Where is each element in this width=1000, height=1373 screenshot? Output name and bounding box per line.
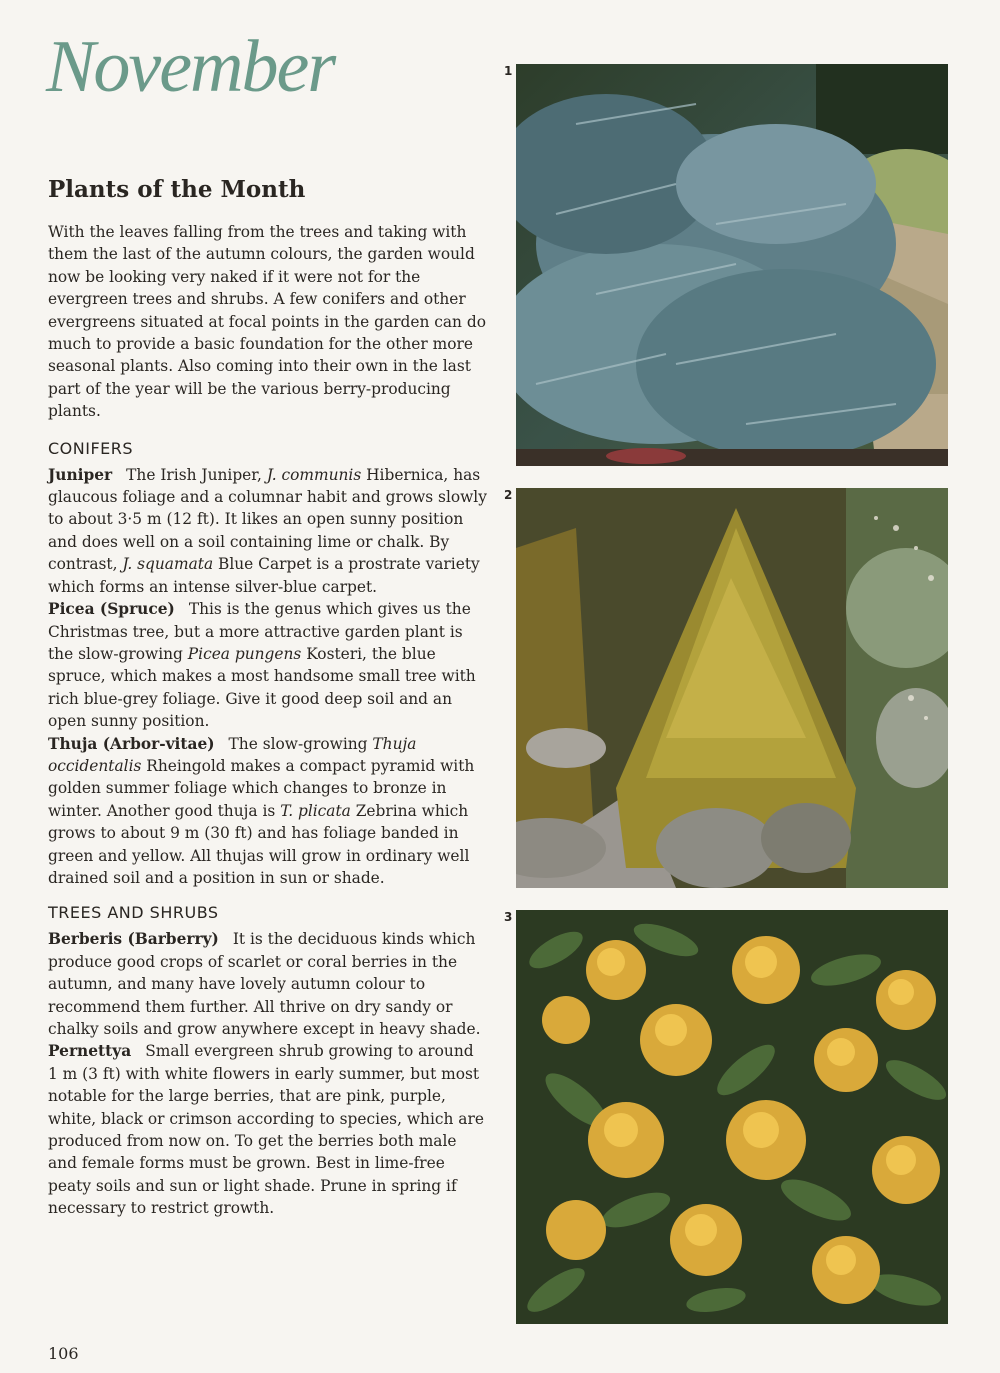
photo-3-number: 3 bbox=[504, 910, 513, 924]
thuja-text-2: Rheingold makes a compact pyramid with golden summer foliage which changes to bronze in winter. Another good thuja is bbox=[48, 756, 475, 820]
juniper-text-3: Blue Carpet is a prostrate variety which forms an intense silver-blue carpet. bbox=[48, 555, 480, 596]
photo-2-number: 2 bbox=[504, 488, 513, 502]
conifers-heading: CONIFERS bbox=[48, 438, 134, 458]
photo-yellow-berries bbox=[516, 910, 948, 1324]
thuja-italic-1: Thuja occidentalis bbox=[48, 734, 417, 775]
picea-text-2: Kosteri, the blue spruce, which makes a most handsome small tree with rich blue-grey foliage. Give it good deep soil and an open sunny position. bbox=[48, 644, 476, 731]
berberis-entry bbox=[48, 928, 488, 1040]
picea-entry bbox=[48, 598, 488, 732]
thuja-entry bbox=[48, 733, 488, 890]
picea-text-1: This is the genus which gives us the Christmas tree, but a more attractive garden plant is the slow-growing bbox=[48, 600, 471, 663]
berberis-term: Berberis (Barberry) bbox=[48, 930, 219, 949]
picea-term: Picea (Spruce) bbox=[48, 600, 175, 619]
juniper-italic-1: J. communis bbox=[266, 465, 362, 484]
juniper-entry bbox=[48, 464, 488, 598]
intro-paragraph: With the leaves falling from the trees and taking with them the last of the autumn colours, the garden would now be looking very naked if it were not for the evergreen trees and shrubs. A few conifers and other evergreens situated at focal points in the garden can do much to provide a basic foundation for the other more seasonal plants. Also coming into their own in the last part of the year will be the various berry-producing plants. bbox=[48, 223, 486, 421]
text-column bbox=[46, 26, 488, 1220]
thuja-italic-2: T. plicata bbox=[280, 801, 351, 820]
juniper-term: Juniper bbox=[48, 465, 113, 484]
photo-1-number: 1 bbox=[504, 64, 513, 78]
thuja-text-1: The slow-growing bbox=[228, 734, 373, 753]
thuja-term: Thuja (Arbor-vitae) bbox=[48, 734, 215, 753]
juniper-italic-2: J. squamata bbox=[122, 555, 214, 574]
trees-shrubs-heading: TREES AND SHRUBS bbox=[48, 903, 219, 923]
page-title: November bbox=[46, 26, 335, 108]
juniper-text-2: Hibernica, has glaucous foliage and a columnar habit and grows slowly to about 3·5 m (12 ft). It likes an open sunny position and does well on a soil containing lime or chalk. By contrast, bbox=[48, 465, 487, 574]
pernettya-text: Small evergreen shrub growing to around 1 m (3 ft) with white flowers in early summer, but most notable for the large berries, that are pink, purple, white, black or crimson according to species, which are produced from now on. To get the berries both male and female forms must be grown. Best in lime-free peaty soils and sun or light shade. Prune in spring if necessary to restrict growth. bbox=[48, 1042, 484, 1218]
pernettya-entry bbox=[48, 1040, 488, 1219]
pernettya-term: Pernettya bbox=[48, 1042, 132, 1061]
berberis-text: It is the deciduous kinds which produce good crops of scarlet or coral berries in the autumn, and many have lovely autumn colour to recommend them further. All thrive on dry sandy or chalky soils and grow anywhere except in heavy shade. bbox=[48, 930, 481, 1038]
juniper-text-1: The Irish Juniper, bbox=[126, 465, 267, 484]
thuja-text-3: Zebrina which grows to about 9 m (30 ft) and has foliage banded in green and yellow. All thujas will grow in ordinary well drained soil and a position in sun or shade. bbox=[48, 801, 470, 887]
page-number: 106 bbox=[48, 1344, 79, 1363]
photo-golden-thuja bbox=[516, 488, 948, 888]
picea-italic-1: Picea pungens bbox=[187, 644, 302, 663]
photo-blue-spruce bbox=[516, 64, 948, 466]
section-heading: Plants of the Month bbox=[48, 176, 306, 203]
